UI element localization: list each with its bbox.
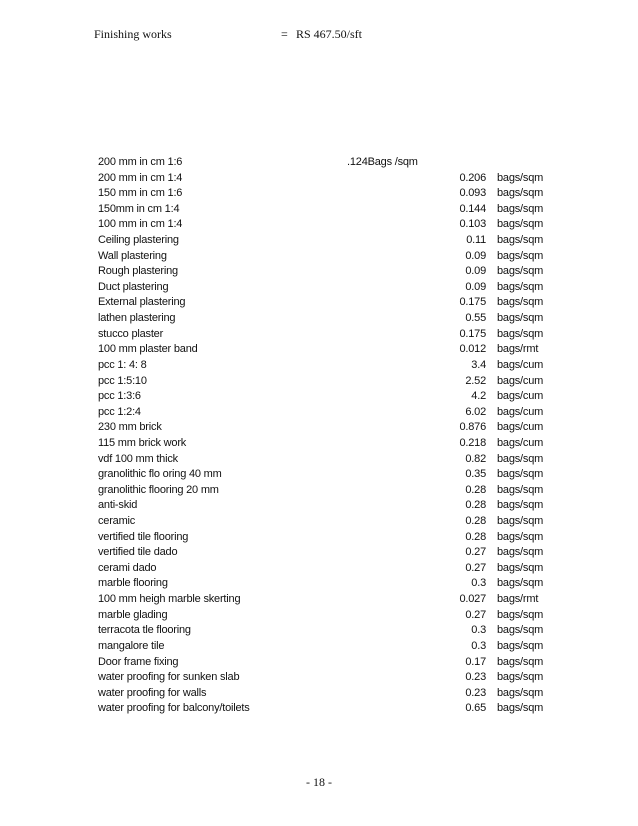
header-value: RS 467.50/sft <box>296 27 363 41</box>
table-row <box>0 233 638 249</box>
row-qty: 0.218 <box>459 436 486 449</box>
row-qty: 4.2 <box>471 390 486 403</box>
row-item: terracota tle flooring <box>98 624 191 637</box>
row-item: 100 mm plaster band <box>98 343 198 356</box>
table-row <box>0 498 638 514</box>
row-qty: 0.27 <box>465 561 486 574</box>
row-item: 100 mm in cm 1:4 <box>98 218 183 231</box>
rate-table <box>0 155 638 717</box>
row-unit: bags/rmt <box>497 343 539 356</box>
row-qty: 3.4 <box>471 358 486 371</box>
table-row <box>0 561 638 577</box>
table-row <box>0 295 638 311</box>
table-row <box>0 592 638 608</box>
row-unit: bags/sqm <box>497 639 544 652</box>
table-row <box>0 171 638 187</box>
row-item: Ceiling plastering <box>98 234 179 247</box>
row-qty: 0.82 <box>465 452 486 465</box>
row-qty: 0.012 <box>459 343 486 356</box>
row-item: water proofing for balcony/toilets <box>98 702 250 715</box>
row-qty: 0.35 <box>465 468 486 481</box>
table-row <box>0 608 638 624</box>
row-item: cerami dado <box>98 561 157 574</box>
table-row <box>0 327 638 343</box>
row-qty: 0.175 <box>459 327 486 340</box>
row-qty: 0.28 <box>465 515 486 528</box>
row-unit: bags/sqm <box>497 515 544 528</box>
row-item: mangalore tile <box>98 639 165 652</box>
row-unit: bags/cum <box>497 374 544 387</box>
row-unit: bags/cum <box>497 436 544 449</box>
row-qty: 0.27 <box>465 608 486 621</box>
row-unit: bags/sqm <box>497 483 544 496</box>
row-unit: bags/sqm <box>497 452 544 465</box>
row-item: 115 mm brick work <box>98 436 187 449</box>
row-unit: bags/sqm <box>497 608 544 621</box>
table-row <box>0 452 638 468</box>
row-qty: 0.027 <box>459 593 486 606</box>
row-qty: 0.103 <box>459 218 486 231</box>
row-qty: 0.28 <box>465 483 486 496</box>
row-unit: bags/sqm <box>497 296 544 309</box>
row-item: Door frame fixing <box>98 655 179 668</box>
row-item: granolithic flo oring 40 mm <box>98 468 222 481</box>
row-qty: 0.093 <box>459 187 486 200</box>
table-row <box>0 639 638 655</box>
row-unit: bags/sqm <box>497 327 544 340</box>
row-unit: bags/sqm <box>497 312 544 325</box>
row-item: 100 mm heigh marble skerting <box>98 593 241 606</box>
table-row <box>0 686 638 702</box>
row-unit: bags/sqm <box>497 234 544 247</box>
table-row <box>0 530 638 546</box>
table-row <box>0 655 638 671</box>
table-row <box>0 217 638 233</box>
table-row <box>0 576 638 592</box>
row-item: Rough plastering <box>98 265 178 278</box>
row-qty: 0.144 <box>459 202 486 215</box>
row-qty: 0.09 <box>465 249 486 262</box>
row-item: marble flooring <box>98 577 168 590</box>
table-row <box>0 436 638 452</box>
row-qty: 0.23 <box>465 686 486 699</box>
row-item: vertified tile dado <box>98 546 178 559</box>
row-item: Duct plastering <box>98 280 169 293</box>
row-qty: 2.52 <box>465 374 486 387</box>
table-row <box>0 467 638 483</box>
table-row <box>0 514 638 530</box>
table-row <box>0 264 638 280</box>
row-item: vdf 100 mm thick <box>98 452 178 465</box>
row-unit: bags/sqm <box>497 546 544 559</box>
row-item: pcc 1:5:10 <box>98 374 147 387</box>
row-item: vertified tile flooring <box>98 530 189 543</box>
row-unit: bags/sqm <box>497 265 544 278</box>
table-row <box>0 701 638 717</box>
row-item: lathen plastering <box>98 312 176 325</box>
row-qty: 0.65 <box>465 702 486 715</box>
table-row <box>0 545 638 561</box>
row-unit: bags/sqm <box>497 624 544 637</box>
table-row <box>0 420 638 436</box>
row-item: stucco plaster <box>98 327 164 340</box>
row-item: pcc 1: 4: 8 <box>98 358 147 371</box>
row-qty: 0.175 <box>459 296 486 309</box>
row-unit: bags/cum <box>497 421 544 434</box>
row-unit: bags/sqm <box>497 171 544 184</box>
row-qty: 0.09 <box>465 265 486 278</box>
row-qty: 0.11 <box>466 234 486 247</box>
row-qty: 0.3 <box>471 639 486 652</box>
row-item: anti-skid <box>98 499 138 512</box>
row-item: 200 mm in cm 1:4 <box>98 171 183 184</box>
row-item: External plastering <box>98 296 186 309</box>
row-unit: bags/sqm <box>497 249 544 262</box>
row-unit: bags/sqm <box>497 577 544 590</box>
table-row <box>0 202 638 218</box>
row-qty: 0.09 <box>465 280 486 293</box>
row-item: granolithic flooring 20 mm <box>98 483 219 496</box>
row-item: 150 mm in cm 1:6 <box>98 187 183 200</box>
table-row <box>0 186 638 202</box>
row-item: 230 mm brick <box>98 421 162 434</box>
row-qty: 0.3 <box>471 624 486 637</box>
row-qty: 0.28 <box>465 499 486 512</box>
row-unit: bags/sqm <box>497 686 544 699</box>
table-row <box>0 374 638 390</box>
row-unit: bags/sqm <box>497 202 544 215</box>
row-qty: 0.206 <box>459 171 486 184</box>
row-unit: bags/sqm <box>497 671 544 684</box>
row-item: ceramic <box>98 515 136 528</box>
row-qty: 0.28 <box>465 530 486 543</box>
table-row <box>0 483 638 499</box>
row-item: marble glading <box>98 608 168 621</box>
row-item: 200 mm in cm 1:6 <box>98 156 183 168</box>
row-unit: bags/sqm <box>497 468 544 481</box>
page-number: - 18 - <box>306 775 332 789</box>
row-unit: bags/sqm <box>497 561 544 574</box>
table-row <box>0 155 638 171</box>
row-unit: bags/sqm <box>497 187 544 200</box>
row-item: Wall plastering <box>98 249 167 262</box>
row-unit: bags/sqm <box>497 702 544 715</box>
row-unit: bags/rmt <box>497 593 539 606</box>
row-unit: bags/cum <box>497 405 544 418</box>
table-row <box>0 311 638 327</box>
table-row <box>0 623 638 639</box>
row-qty: 6.02 <box>465 405 486 418</box>
table-row <box>0 358 638 374</box>
row-qty-unit: .124Bags /sqm <box>347 156 418 168</box>
row-qty: 0.23 <box>465 671 486 684</box>
row-item: 150mm in cm 1:4 <box>98 202 180 215</box>
header-equals: = <box>281 27 288 41</box>
row-unit: bags/sqm <box>497 499 544 512</box>
row-qty: 0.27 <box>465 546 486 559</box>
row-item: water proofing for walls <box>98 686 207 699</box>
row-unit: bags/sqm <box>497 530 544 543</box>
row-unit: bags/cum <box>497 358 544 371</box>
table-row <box>0 280 638 296</box>
table-row <box>0 670 638 686</box>
row-unit: bags/sqm <box>497 655 544 668</box>
row-unit: bags/cum <box>497 390 544 403</box>
row-unit: bags/sqm <box>497 218 544 231</box>
row-item: pcc 1:2:4 <box>98 405 141 418</box>
row-qty: 0.17 <box>465 655 486 668</box>
table-row <box>0 249 638 265</box>
row-qty: 0.876 <box>459 421 486 434</box>
table-row <box>0 342 638 358</box>
page-header <box>0 27 638 43</box>
table-row <box>0 405 638 421</box>
row-qty: 0.55 <box>465 312 486 325</box>
header-label: Finishing works <box>94 27 172 41</box>
row-item: pcc 1:3:6 <box>98 390 141 403</box>
row-item: water proofing for sunken slab <box>98 671 240 684</box>
row-qty: 0.3 <box>471 577 486 590</box>
table-row <box>0 389 638 405</box>
row-unit: bags/sqm <box>497 280 544 293</box>
